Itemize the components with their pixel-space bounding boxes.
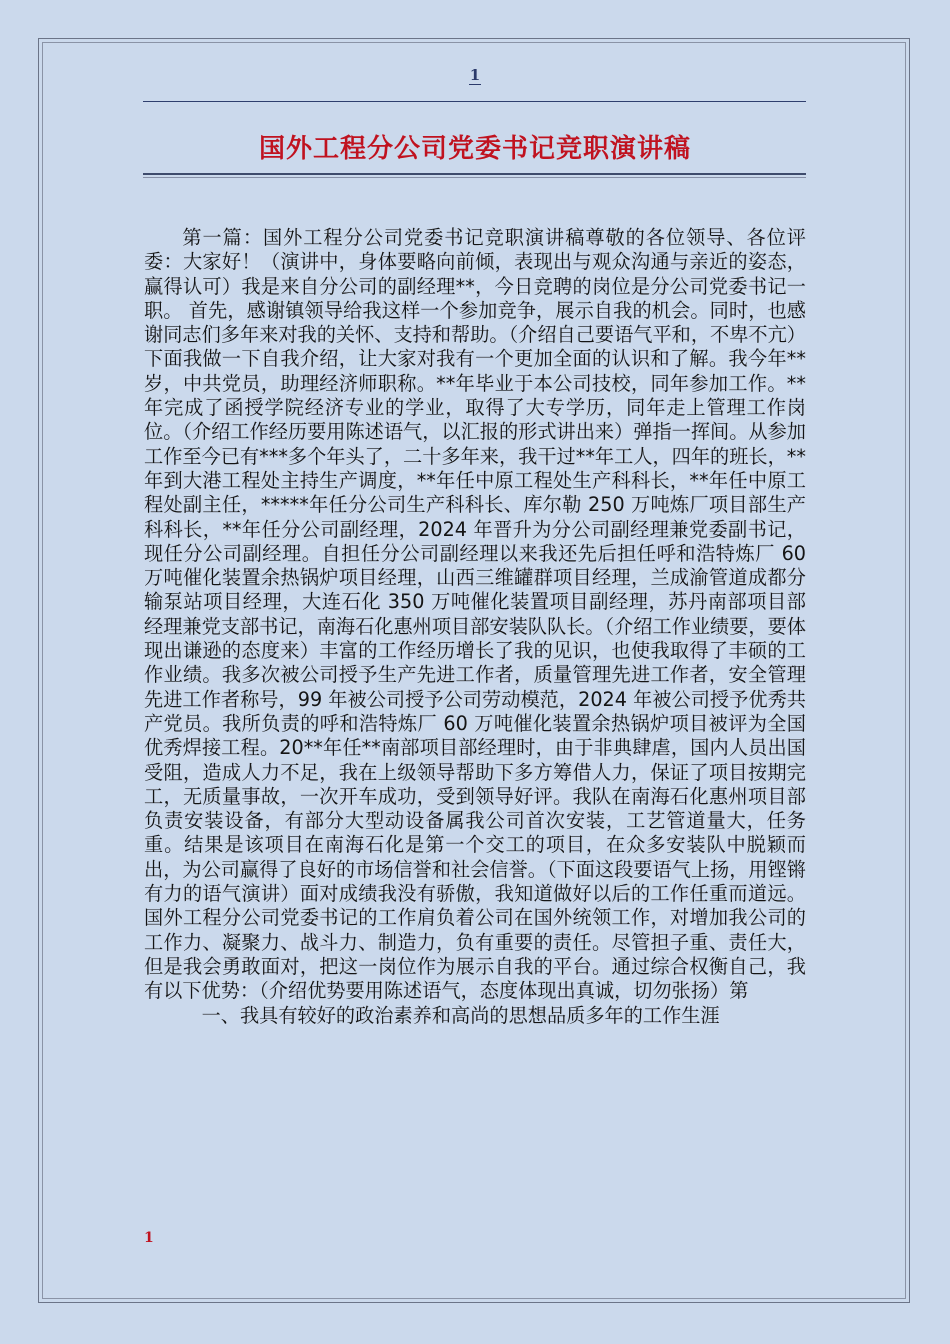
document-body [144, 226, 806, 1028]
document-title: 国外工程分公司党委书记竞职演讲稿 [258, 134, 691, 164]
header-rule [143, 101, 806, 102]
header-page-number-text: 1 [469, 66, 481, 84]
body-paragraph: 第一篇：国外工程分公司党委书记竞职演讲稿尊敬的各位领导、各位评委：大家好！（演讲中，身体要略向前倾，表现出与观众沟通与亲近的姿态，赢得认可）我是来自分公司的副经理**，今日竞聘的岗位是分公司党委书记一职。 首先，感谢镇领导给我这样一个参加竞争，展示自我的机会。同时，也感谢同志们多年来对我的关怀、支持和帮助。（介绍自己要语气平和，不卑不亢）下面我做一下自我介绍，让大家对我有一个更加全面的认识和了解。我今年**岁，中共党员，助理经济师职称。**年毕业于本公司技校，同年参加工作。**年完成了函授学院经济专业的学业，取得了大专学历，同年走上管理工作岗位。（介绍工作经历要用陈述语气，以汇报的形式讲出来）弹指一挥间。从参加工作至今已有***多个年头了，二十多年来，我干过**年工人，四年的班长，**年到大港工程处主持生产调度，**年任中原工程处生产科科长，**年任中原工程处副主任，*****年任分公司生产科科长、库尔勒 250 万吨炼厂项目部生产科科长，**年任分公司副经理，2024 年晋升为分公司副经理兼党委副书记，现任分公司副经理。自担任分公司副经理以来我还先后担任呼和浩特炼厂 60 万吨催化装置余热锅炉项目经理，山西三维罐群项目经理，兰成渝管道成都分输泵站项目经理，大连石化 350 万吨催化装置项目副经理，苏丹南部项目部经理兼党支部书记，南海石化惠州项目部安装队队长。（介绍工作业绩要，要体现出谦逊的态度来）丰富的工作经历增长了我的见识，也使我取得了丰硕的工作业绩。我多次被公司授予生产先进工作者，质量管理先进工作者，安全管理先进工作者称号，99 年被公司授予公司劳动模范，2024 年被公司授予优秀共产党员。我所负责的呼和浩特炼厂 60 万吨催化装置余热锅炉项目被评为全国优秀焊接工程。20**年任**南部项目部经理时，由于非典肆虐，国内人员出国受阻，造成人力不足，我在上级领导帮助下多方筹借人力，保证了项目按期完工，无质量事故，一次开车成功，受到领导好评。我队在南海石化惠州项目部负责安装设备，有部分大型动设备属我公司首次安装，工艺管道量大，任务重。结果是该项目在南海石化是第一个交工的项目，在众多安装队中脱颖而出，为公司赢得了良好的市场信誉和社会信誉。（下面这段要语气上扬，用铿锵有力的语气演讲）面对成绩我没有骄傲，我知道做好以后的工作任重而道远。国外工程分公司党委书记的工作肩负着公司在国外统领工作，对增加我公司的工作力、凝聚力、战斗力、制造力，负有重要的责任。尽管担子重、责任大，但是我会勇敢面对，把这一岗位作为展示自我的平台。通过综合权衡自己，我有以下优势：（介绍优势要用陈述语气，态度体现出真诚，切勿张扬）第 [144, 226, 806, 1003]
header-page-number [0, 66, 950, 84]
title-underline [143, 173, 806, 175]
body-paragraph-point-1: 一、我具有较好的政治素养和高尚的思想品质多年的工作生涯 [201, 1003, 720, 1027]
title-underline-secondary [143, 177, 806, 178]
footer-page-number: 1 [144, 1230, 154, 1246]
